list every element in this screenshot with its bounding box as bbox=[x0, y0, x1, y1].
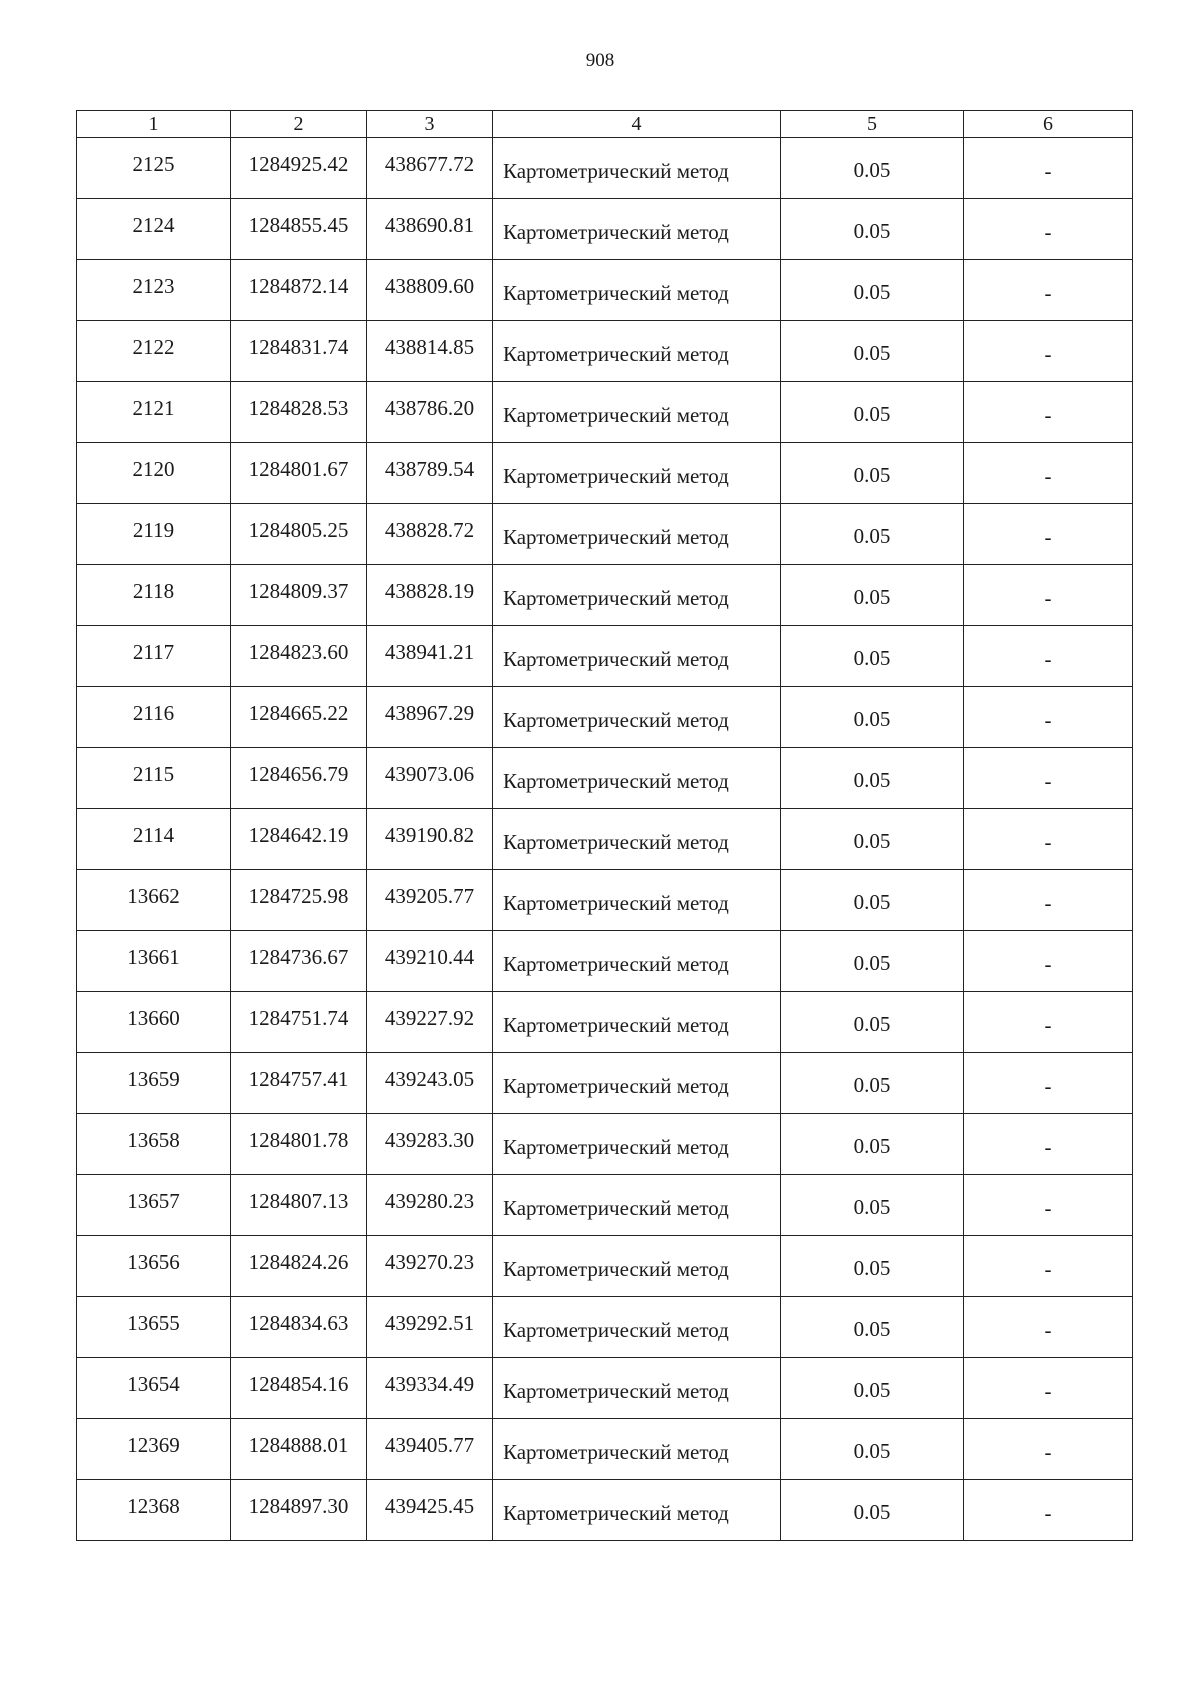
table-row bbox=[77, 1480, 1133, 1541]
method-cell: Картометрический метод bbox=[493, 1236, 781, 1297]
y-coordinate-cell: 438814.85 bbox=[367, 321, 493, 382]
method-cell: Картометрический метод bbox=[493, 626, 781, 687]
x-coordinate-cell: 1284805.25 bbox=[231, 504, 367, 565]
y-coordinate-cell: 438941.21 bbox=[367, 626, 493, 687]
x-coordinate-cell: 1284642.19 bbox=[231, 809, 367, 870]
x-coordinate-cell: 1284757.41 bbox=[231, 1053, 367, 1114]
y-coordinate-cell: 438828.72 bbox=[367, 504, 493, 565]
point-number-cell: 2117 bbox=[77, 626, 231, 687]
note-cell: - bbox=[964, 1358, 1133, 1419]
header-col-1: 1 bbox=[77, 111, 231, 138]
accuracy-cell: 0.05 bbox=[781, 992, 964, 1053]
y-coordinate-cell: 439210.44 bbox=[367, 931, 493, 992]
method-cell: Картометрический метод bbox=[493, 382, 781, 443]
x-coordinate-cell: 1284801.67 bbox=[231, 443, 367, 504]
accuracy-cell: 0.05 bbox=[781, 809, 964, 870]
y-coordinate-cell: 439334.49 bbox=[367, 1358, 493, 1419]
y-coordinate-cell: 439283.30 bbox=[367, 1114, 493, 1175]
y-coordinate-cell: 439270.23 bbox=[367, 1236, 493, 1297]
table-row bbox=[77, 687, 1133, 748]
note-cell: - bbox=[964, 1419, 1133, 1480]
x-coordinate-cell: 1284872.14 bbox=[231, 260, 367, 321]
table-row bbox=[77, 1297, 1133, 1358]
note-cell: - bbox=[964, 1175, 1133, 1236]
table-row bbox=[77, 748, 1133, 809]
accuracy-cell: 0.05 bbox=[781, 1419, 964, 1480]
point-number-cell: 2116 bbox=[77, 687, 231, 748]
note-cell: - bbox=[964, 1297, 1133, 1358]
accuracy-cell: 0.05 bbox=[781, 931, 964, 992]
accuracy-cell: 0.05 bbox=[781, 1053, 964, 1114]
point-number-cell: 2114 bbox=[77, 809, 231, 870]
note-cell: - bbox=[964, 748, 1133, 809]
table-row bbox=[77, 931, 1133, 992]
table-row bbox=[77, 1114, 1133, 1175]
header-col-6: 6 bbox=[964, 111, 1133, 138]
point-number-cell: 13659 bbox=[77, 1053, 231, 1114]
x-coordinate-cell: 1284828.53 bbox=[231, 382, 367, 443]
accuracy-cell: 0.05 bbox=[781, 138, 964, 199]
y-coordinate-cell: 439227.92 bbox=[367, 992, 493, 1053]
table-row bbox=[77, 1358, 1133, 1419]
y-coordinate-cell: 439405.77 bbox=[367, 1419, 493, 1480]
accuracy-cell: 0.05 bbox=[781, 1236, 964, 1297]
x-coordinate-cell: 1284751.74 bbox=[231, 992, 367, 1053]
accuracy-cell: 0.05 bbox=[781, 1175, 964, 1236]
y-coordinate-cell: 438828.19 bbox=[367, 565, 493, 626]
y-coordinate-cell: 439190.82 bbox=[367, 809, 493, 870]
accuracy-cell: 0.05 bbox=[781, 626, 964, 687]
y-coordinate-cell: 439292.51 bbox=[367, 1297, 493, 1358]
note-cell: - bbox=[964, 1236, 1133, 1297]
method-cell: Картометрический метод bbox=[493, 1114, 781, 1175]
y-coordinate-cell: 439205.77 bbox=[367, 870, 493, 931]
x-coordinate-cell: 1284824.26 bbox=[231, 1236, 367, 1297]
accuracy-cell: 0.05 bbox=[781, 382, 964, 443]
table-row bbox=[77, 1236, 1133, 1297]
accuracy-cell: 0.05 bbox=[781, 1297, 964, 1358]
x-coordinate-cell: 1284855.45 bbox=[231, 199, 367, 260]
accuracy-cell: 0.05 bbox=[781, 870, 964, 931]
header-col-3: 3 bbox=[367, 111, 493, 138]
page-number: 908 bbox=[585, 50, 615, 71]
note-cell: - bbox=[964, 626, 1133, 687]
method-cell: Картометрический метод bbox=[493, 687, 781, 748]
note-cell: - bbox=[964, 1053, 1133, 1114]
x-coordinate-cell: 1284834.63 bbox=[231, 1297, 367, 1358]
table-row bbox=[77, 626, 1133, 687]
note-cell: - bbox=[964, 1480, 1133, 1541]
header-row bbox=[77, 111, 1133, 138]
method-cell: Картометрический метод bbox=[493, 870, 781, 931]
accuracy-cell: 0.05 bbox=[781, 199, 964, 260]
point-number-cell: 2119 bbox=[77, 504, 231, 565]
method-cell: Картометрический метод bbox=[493, 809, 781, 870]
accuracy-cell: 0.05 bbox=[781, 1114, 964, 1175]
method-cell: Картометрический метод bbox=[493, 1053, 781, 1114]
accuracy-cell: 0.05 bbox=[781, 1480, 964, 1541]
note-cell: - bbox=[964, 565, 1133, 626]
method-cell: Картометрический метод bbox=[493, 1358, 781, 1419]
x-coordinate-cell: 1284854.16 bbox=[231, 1358, 367, 1419]
note-cell: - bbox=[964, 870, 1133, 931]
y-coordinate-cell: 439243.05 bbox=[367, 1053, 493, 1114]
accuracy-cell: 0.05 bbox=[781, 565, 964, 626]
method-cell: Картометрический метод bbox=[493, 931, 781, 992]
header-col-2: 2 bbox=[231, 111, 367, 138]
x-coordinate-cell: 1284725.98 bbox=[231, 870, 367, 931]
note-cell: - bbox=[964, 321, 1133, 382]
point-number-cell: 2124 bbox=[77, 199, 231, 260]
y-coordinate-cell: 438677.72 bbox=[367, 138, 493, 199]
note-cell: - bbox=[964, 260, 1133, 321]
point-number-cell: 2118 bbox=[77, 565, 231, 626]
method-cell: Картометрический метод bbox=[493, 1419, 781, 1480]
accuracy-cell: 0.05 bbox=[781, 443, 964, 504]
y-coordinate-cell: 439280.23 bbox=[367, 1175, 493, 1236]
table-row bbox=[77, 260, 1133, 321]
method-cell: Картометрический метод bbox=[493, 992, 781, 1053]
point-number-cell: 2121 bbox=[77, 382, 231, 443]
accuracy-cell: 0.05 bbox=[781, 748, 964, 809]
method-cell: Картометрический метод bbox=[493, 138, 781, 199]
point-number-cell: 13655 bbox=[77, 1297, 231, 1358]
method-cell: Картометрический метод bbox=[493, 748, 781, 809]
note-cell: - bbox=[964, 504, 1133, 565]
point-number-cell: 12368 bbox=[77, 1480, 231, 1541]
note-cell: - bbox=[964, 809, 1133, 870]
x-coordinate-cell: 1284665.22 bbox=[231, 687, 367, 748]
table-row bbox=[77, 565, 1133, 626]
accuracy-cell: 0.05 bbox=[781, 504, 964, 565]
table-row bbox=[77, 199, 1133, 260]
note-cell: - bbox=[964, 931, 1133, 992]
x-coordinate-cell: 1284801.78 bbox=[231, 1114, 367, 1175]
table-row bbox=[77, 1053, 1133, 1114]
method-cell: Картометрический метод bbox=[493, 321, 781, 382]
table-row bbox=[77, 321, 1133, 382]
point-number-cell: 13656 bbox=[77, 1236, 231, 1297]
method-cell: Картометрический метод bbox=[493, 1297, 781, 1358]
y-coordinate-cell: 438809.60 bbox=[367, 260, 493, 321]
accuracy-cell: 0.05 bbox=[781, 321, 964, 382]
point-number-cell: 2122 bbox=[77, 321, 231, 382]
y-coordinate-cell: 438786.20 bbox=[367, 382, 493, 443]
accuracy-cell: 0.05 bbox=[781, 1358, 964, 1419]
x-coordinate-cell: 1284823.60 bbox=[231, 626, 367, 687]
point-number-cell: 2123 bbox=[77, 260, 231, 321]
note-cell: - bbox=[964, 199, 1133, 260]
x-coordinate-cell: 1284888.01 bbox=[231, 1419, 367, 1480]
point-number-cell: 13654 bbox=[77, 1358, 231, 1419]
table-row bbox=[77, 992, 1133, 1053]
table-row bbox=[77, 870, 1133, 931]
method-cell: Картометрический метод bbox=[493, 443, 781, 504]
note-cell: - bbox=[964, 138, 1133, 199]
table-row bbox=[77, 809, 1133, 870]
note-cell: - bbox=[964, 1114, 1133, 1175]
point-number-cell: 13657 bbox=[77, 1175, 231, 1236]
method-cell: Картометрический метод bbox=[493, 260, 781, 321]
y-coordinate-cell: 439073.06 bbox=[367, 748, 493, 809]
method-cell: Картометрический метод bbox=[493, 1175, 781, 1236]
method-cell: Картометрический метод bbox=[493, 504, 781, 565]
x-coordinate-cell: 1284656.79 bbox=[231, 748, 367, 809]
header-col-4: 4 bbox=[493, 111, 781, 138]
note-cell: - bbox=[964, 382, 1133, 443]
point-number-cell: 2115 bbox=[77, 748, 231, 809]
point-number-cell: 2125 bbox=[77, 138, 231, 199]
point-number-cell: 13662 bbox=[77, 870, 231, 931]
x-coordinate-cell: 1284809.37 bbox=[231, 565, 367, 626]
x-coordinate-cell: 1284897.30 bbox=[231, 1480, 367, 1541]
header-col-5: 5 bbox=[781, 111, 964, 138]
accuracy-cell: 0.05 bbox=[781, 687, 964, 748]
table-row bbox=[77, 138, 1133, 199]
note-cell: - bbox=[964, 443, 1133, 504]
table-body bbox=[77, 138, 1133, 1541]
table-row bbox=[77, 1175, 1133, 1236]
method-cell: Картометрический метод bbox=[493, 199, 781, 260]
x-coordinate-cell: 1284925.42 bbox=[231, 138, 367, 199]
coordinates-table bbox=[76, 110, 1133, 1541]
table-row bbox=[77, 443, 1133, 504]
point-number-cell: 13660 bbox=[77, 992, 231, 1053]
point-number-cell: 12369 bbox=[77, 1419, 231, 1480]
method-cell: Картометрический метод bbox=[493, 565, 781, 626]
note-cell: - bbox=[964, 992, 1133, 1053]
point-number-cell: 13661 bbox=[77, 931, 231, 992]
table-header bbox=[77, 111, 1133, 138]
table-row bbox=[77, 1419, 1133, 1480]
y-coordinate-cell: 438789.54 bbox=[367, 443, 493, 504]
table-row bbox=[77, 504, 1133, 565]
point-number-cell: 2120 bbox=[77, 443, 231, 504]
y-coordinate-cell: 438967.29 bbox=[367, 687, 493, 748]
y-coordinate-cell: 439425.45 bbox=[367, 1480, 493, 1541]
note-cell: - bbox=[964, 687, 1133, 748]
x-coordinate-cell: 1284807.13 bbox=[231, 1175, 367, 1236]
point-number-cell: 13658 bbox=[77, 1114, 231, 1175]
accuracy-cell: 0.05 bbox=[781, 260, 964, 321]
x-coordinate-cell: 1284831.74 bbox=[231, 321, 367, 382]
x-coordinate-cell: 1284736.67 bbox=[231, 931, 367, 992]
table-row bbox=[77, 382, 1133, 443]
method-cell: Картометрический метод bbox=[493, 1480, 781, 1541]
y-coordinate-cell: 438690.81 bbox=[367, 199, 493, 260]
